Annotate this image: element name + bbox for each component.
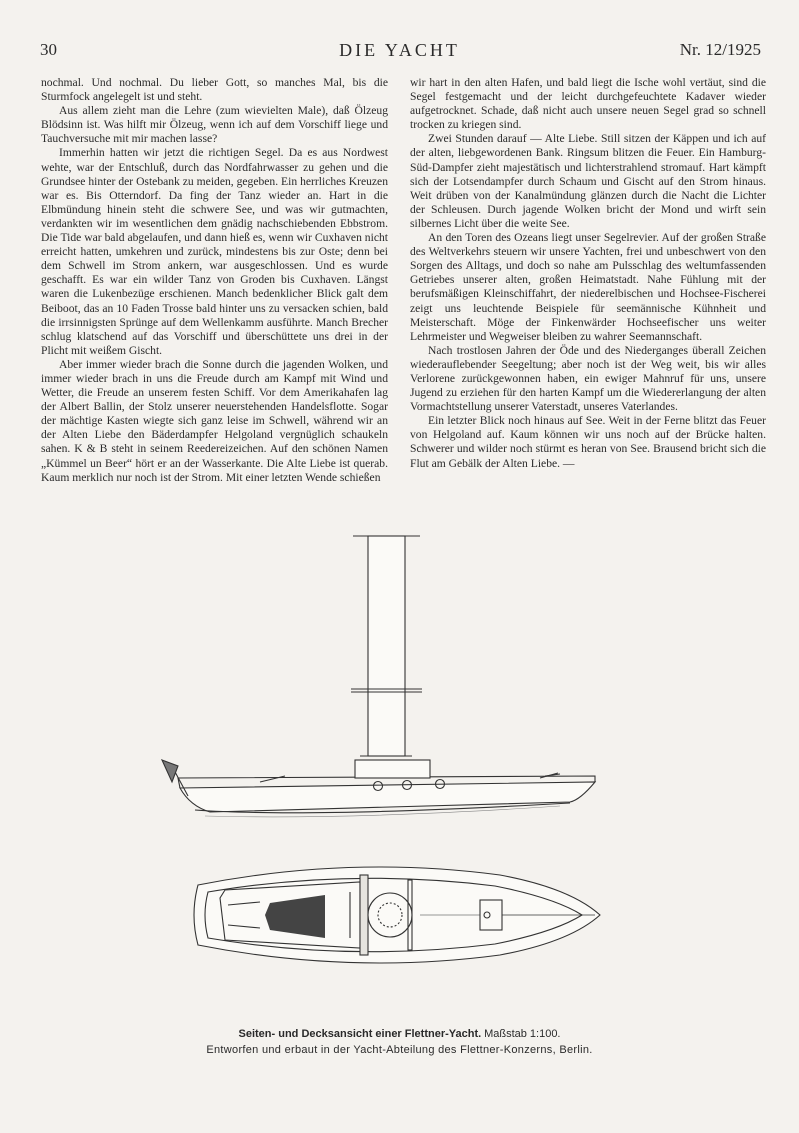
page-number: 30 [40,40,57,59]
paragraph: Immerhin hatten wir jetzt die richtigen Segel. Da es aus Nordwest wehte, war der Entschluß, durch das Nordfahrwasser zu gehen und die Grundsee hinter der Ostebank zu meiden, gegeben. Ein herrliches Kreuzen war es. Bis Otterndorf. Da fing der Tanz wieder an. Hart in die Elbmündung hinein steht die schwere See, und was wir gutmachten, verdankten wir im wesentlichen dem gnädig nachschiebenden Ebbstrom. Die Tide war bald abgelaufen, und dann hieß es, wenn wir Cuxhaven nicht erreicht hatten, umkehren und zurück, mindestens bis zur Oste; denn bei dem Schwell im Strom ankern, war ausgeschlossen. Und es wurde geschafft. Es war ein wilder Tanz von Groden bis Cuxhaven. Längst waren die Lukenbezüge erschienen. Manch bedenklicher Blick galt dem Beiboot, das an 10 Faden Trosse bald hinter uns zu versacken schien, bald die irrsinnigsten Sprünge auf dem Wellenkamm ausführte. Manch Brecher schlug klatschend auf das Vorschiff und überschüttete uns drei in der Plicht mit weißem Gischt. [41,146,388,357]
right-text-column [410,76,766,471]
rotor-tower [351,536,422,756]
caption-line-1 [0,1026,799,1042]
paragraph: Aus allem zieht man die Lehre (zum wievielten Male), daß Ölzeug Blödsinn ist. Was hilft mir Ölzeug, wenn ich auf dem Vorschiff liege und Tauchversuche mit mir machen lasse? [41,104,388,146]
page-header [0,40,799,64]
paragraph: Aber immer wieder brach die Sonne durch die jagenden Wolken, und immer wieder brach in uns die Freude durch am Kampf mit Wind und Wetter, die Freude an unserem festen Schiff. Vor dem Amerikahafen lag der Albert Ballin, der Stolz unserer neuerstehenden Handelsflotte. Sogar der mächtige Kasten wiegte sich ganz leise im Schwell, während wir an der Alten Liebe den Bäderdampfer Helgoland vergnüglich schaukeln sahen. K & B steht in seinem Reedereizeichen. Auf den schönen Namen „Kümmel un Beer“ hört er an der Wasserkante. Die Alte Liebe ist querab. Kaum merklich nur noch ist der Strom. Mit einer letzten Wende schießen [41,357,388,484]
yacht-drawing-figure [150,520,650,1010]
caption-scale: Maßstab 1:100. [484,1028,561,1040]
caption-credit: Entworfen und erbaut in der Yacht-Abteilung des Flettner-Konzerns, Berlin. [206,1044,593,1056]
hull-deck-view [194,867,600,963]
paragraph: An den Toren des Ozeans liegt unser Segelrevier. Auf der großen Straße des Weltverkehrs steuern wir unsere Yachten, frei und unbeschwert von den Sorgen des Alltags, und doch so nahe am Pulsschlag des weltumfassenden Getriebes unserer alten, großen Heimatstadt. Nahe Fühlung mit der berufsmäßigen Kleinschiffahrt, der niederelbischen und Hochsee-Fischerei zeigt uns leuchtende Beispiele für seemännische Kühnheit und Meisterschaft. Möge der Finkenwärder Hochseefischer uns weiter Lehrmeister und Wegweiser bleiben zu wahrer Seemannschaft. [410,231,766,343]
issue-number: Nr. 12/1925 [679,40,761,59]
caption-title: Seiten- und Decksansicht einer Flettner-Yacht. [238,1028,482,1040]
paragraph: Zwei Stunden darauf — Alte Liebe. Still sitzen der Käppen und ich auf der alten, liebgewordenen Bank. Ringsum blitzen die Feuer. Ein Hamburg-Süd-Dampfer zieht majestätisch und lichterstrahlend stromauf. Hart kämpft sich der Lotsendampfer durch Schaum und Gischt auf den Strom hinaus. Weit drüben von der Kanalmündung glänzen durch die Nacht die Lichter der Schleusen. Durch jagende Wolken bricht der Mond und wirft sein silbernes Licht über die weite See. [410,132,766,230]
paragraph: Nach trostlosen Jahren der Öde und des Niederganges überall Zeichen wiederauflebender Seegeltung; aber noch ist der Weg weit, bis wir alles Verlorene zurückgewonnen haben, ein ewiger Mahnruf für uns, unsere Jugend zu erziehen für den harten Kampf um die Wiedererlangung der alten Vormachtstellung unserer Vaterstadt, unseres Vaterlandes. [410,343,766,414]
paragraph: wir hart in den alten Hafen, und bald liegt die Ische wohl vertäut, sind die Segel festgemacht und der leicht durchgefeuchtete Kadaver wieder aufgetrocknet. Schade, daß nicht auch unsere neuen Segel grad so schnell trocken zu kriegen sind. [410,76,766,132]
magazine-title: DIE YACHT [339,40,460,60]
figure-caption [0,1026,799,1058]
hull-side-view [178,760,595,817]
paragraph: Ein letzter Blick noch hinaus auf See. Weit in der Ferne blitzt das Feuer von Helgoland auf. Kaum können wir uns noch auf der Brücke halten. Schwerer und wilder noch stürmt es heran von See. Brausend bricht sich die Flut am Gebälk der Alten Liebe. — [410,414,766,470]
flettner-yacht-illustration [150,520,650,1010]
paragraph: nochmal. Und nochmal. Du lieber Gott, so manches Mal, bis die Sturmfock angelegelt ist und steht. [41,76,388,104]
left-text-column [41,76,388,485]
